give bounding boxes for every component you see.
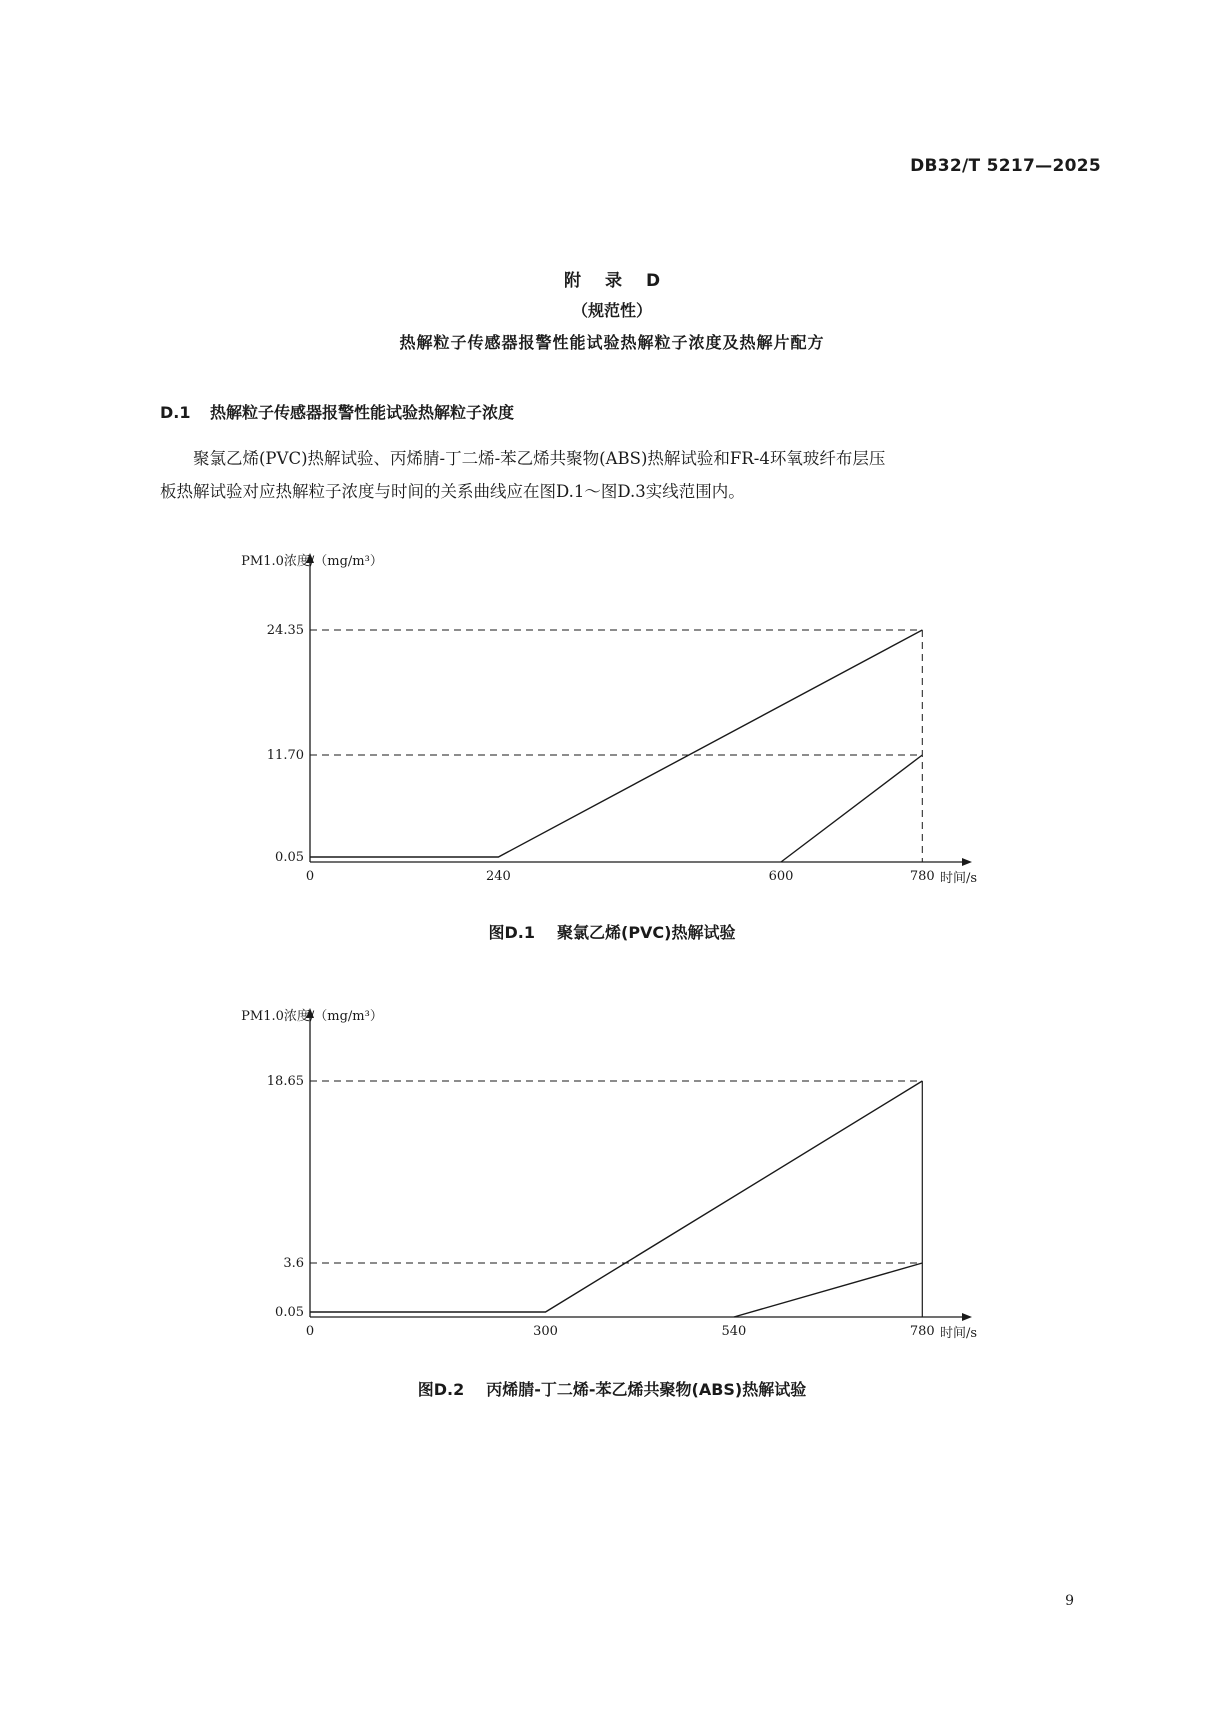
y-tick-label: 0.05	[275, 1305, 304, 1320]
section-heading-text: 热解粒子传感器报警性能试验热解粒子浓度	[210, 403, 515, 422]
x-axis-arrow	[962, 1313, 972, 1321]
chart-d2	[0, 995, 1224, 1395]
y-axis-label: PM1.0浓度/（mg/m³）	[241, 554, 383, 569]
x-axis-arrow	[962, 858, 972, 866]
y-axis-label: PM1.0浓度/（mg/m³）	[241, 1009, 383, 1024]
series-line-1	[310, 1081, 922, 1312]
x-tick-label: 240	[485, 869, 511, 884]
series-line-2	[781, 755, 922, 862]
x-tick-label: 540	[721, 1324, 747, 1339]
series-line-2	[734, 1263, 922, 1317]
chart-d1	[0, 540, 1224, 940]
x-tick-label: 780	[909, 1324, 935, 1339]
x-tick-label: 0	[305, 1324, 315, 1339]
section-number: D.1	[160, 403, 191, 422]
caption-d2-number: 图D.2	[417, 1380, 465, 1399]
caption-d2	[0, 1377, 1224, 1400]
appendix-title	[0, 266, 1224, 291]
x-tick-label: 600	[768, 869, 794, 884]
appendix-type: （规范性）	[571, 301, 652, 320]
caption-d2-text: 丙烯腈-丁二烯-苯乙烯共聚物(ABS)热解试验	[486, 1380, 807, 1399]
y-tick-label: 3.6	[283, 1256, 304, 1271]
x-tick-label: 780	[909, 869, 935, 884]
appendix-subtitle: 热解粒子传感器报警性能试验热解粒子浓度及热解片配方	[399, 333, 825, 352]
section-heading	[160, 400, 514, 423]
y-tick-label: 24.35	[266, 623, 304, 638]
paragraph-line-1: 聚氯乙烯(PVC)热解试验、丙烯腈-丁二烯-苯乙烯共聚物(ABS)热解试验和FR-4环氧玻纤布层压	[193, 449, 886, 468]
caption-d1	[0, 920, 1224, 943]
caption-d1-text: 聚氯乙烯(PVC)热解试验	[557, 923, 736, 942]
y-tick-label: 0.05	[275, 850, 304, 865]
appendix-title-char-3: D	[645, 271, 661, 291]
appendix-title-char-1: 附	[563, 271, 581, 291]
y-tick-label: 18.65	[266, 1074, 304, 1089]
caption-d1-number: 图D.1	[488, 923, 535, 942]
y-tick-label: 11.70	[266, 748, 304, 763]
page-number: 9	[1065, 1593, 1074, 1609]
x-tick-label: 0	[305, 869, 315, 884]
x-tick-label: 300	[533, 1324, 558, 1339]
document-code: DB32/T 5217—2025	[910, 156, 1101, 176]
appendix-title-char-2: 录	[604, 271, 622, 291]
x-axis-label: 时间/s	[940, 871, 978, 886]
x-axis-label: 时间/s	[940, 1326, 978, 1341]
series-line-1	[310, 630, 922, 857]
paragraph-line-2: 板热解试验对应热解粒子浓度与时间的关系曲线应在图D.1～图D.3实线范围内。	[160, 482, 745, 501]
